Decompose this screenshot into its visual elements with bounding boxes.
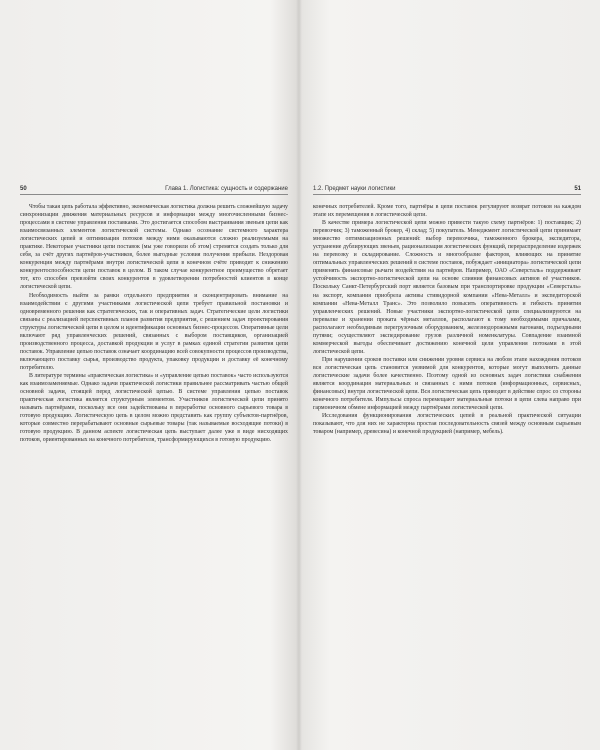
- paragraph: Необходимость выйти за рамки отдельного предприятия и сконцентрировать внимание на взаимодействии с другими участниками логистической цепи требует правильной постановки и одновременного решения как стратегических, так и оперативных задач. Стратегические цели логистики связаны с реализацией перспективных планов развития предприятия, с решением задач проектирования структуры логистической цепи в целом и идентификации основных бизнес-процессов. Оперативные цели включают ряд управленческих решений, связанных с выбором поставщиков, организацией производственного процесса, доставкой продукции и услуг в рамках единой стратегии развития цепи поставок. Управление цепью поставок означает координацию всей совокупности процессов производства, включающего поставку сырья, производство продукта, упаковку продукции и доставку её конечному потребителю.: [20, 292, 288, 371]
- right-page: [313, 183, 581, 740]
- paragraph: При нарушении сроков поставки или снижении уровня сервиса на любом этапе нахождения потоков вся логистическая цепь становится уязвимой для конкурентов, которые могут выполнить данные логистические задачи более качественно. Поэтому одной из основных задач логистики снабжения является координация материальных и связанных с ними потоков (информационных, сервисных, финансовых) внутри логистической цепи. Вся логистическая цепь приводит в действие спрос со стороны конечного потребителя. Импульсы спроса перемещают материальные потоки в цепи слева направо при гармоничном обмене информацией между партнёрами логистической цепи.: [313, 356, 581, 412]
- left-running-header: [20, 183, 288, 195]
- right-page-body: [313, 203, 581, 436]
- right-running-header: [313, 183, 581, 195]
- right-page-number: 51: [574, 186, 581, 192]
- right-running-head: 1.2. Предмет науки логистики: [313, 186, 396, 192]
- paragraph: Исследования функционирования логистических цепей в реальной практической ситуации показывают, что для них не характерна простая последовательность связей между основным сырьевым товаром (например, древесина) и конечной продукцией (например, мебель).: [313, 413, 581, 436]
- paragraph: В литературе термины «практическая логистика» и «управление цепью поставок» часто используются как взаимозаменяемые. Однако задачи практической логистики правильнее рассматривать частью общей основной задачи, стоящей перед логистической цепью. В системе управления цепью поставок практическая логистика является структурным элементом. Участников логистической цепи принято называть партнёрами, поскольку все они задействованы в переработке основного сырьевого товара в готовую продукцию. Логистическую цепь в целом можно представить как группу субъектов-партнёров, которые совместно перерабатывают основные сырьевые товары (так называемые восходящие потоки) в готовую продукцию. В данном аспекте логистическая цепь выступает далее уже в виде нисходящих потоков, ориентированных на конечного потребителя, трансформирующихся в готовую продукцию.: [20, 372, 288, 444]
- left-page-number: 50: [20, 186, 27, 192]
- paragraph: Чтобы такая цепь работала эффективно, экономическая логистика должна решить сложнейшую задачу синхронизации движения материальных ресурсов и информации между многочисленными бизнес-процессами в системе управления поставками. Это достигается способом выстраивания звеньев цепи как взаимосвязанных элементов логистической системы. Однако осознание системного характера логистических цепей и оптимизация потоков между ними оказываются сложно реализуемыми на практике. Некоторые участники цепи поставок (мы уже говорили об этом) стремятся создать только для себя, за счёт других партнёров-участников, более выгодные условия получения прибыли. Нездоровая конкуренция между партнёрами внутри логистической цепи в конечном счёте приводит к снижению конкурентоспособности цепи поставок в целом. В таком случае конкурентное преимущество обретает тот, кто способен превзойти своих конкурентов в удовлетворении потребностей клиентов в конце логистической цепи.: [20, 204, 288, 291]
- paragraph: конечных потребителей. Кроме того, партнёры в цепи поставок регулируют возврат потоков на каждом этапе их перемещения в логистической цепи.: [313, 204, 581, 219]
- left-page-body: [20, 203, 288, 444]
- left-page: [20, 183, 288, 740]
- left-running-head: Глава 1. Логистика: сущность и содержание: [165, 186, 288, 192]
- paragraph: В качестве примера логистической цепи можно привести такую схему партнёров: 1) поставщик; 2) перевозчик; 3) таможенный брокер, 4) склад; 5) покупатель. Менеджмент логистической цепи принимает множество оптимизационных решений: выбор перевозчика, таможенного брокера, экспедитора, устранение дублирующих звеньев, рационализация логистических функций, перераспределение издержек на перевозку и складирование. Сложность и многообразие факторов, влияющих на принятие оптимальных управленческих решений в системе поставок, побуждает «инициатора» логистической цепи применять финансовые рычаги воздействия на партнёров. Например, ОАО «Северсталь» поддерживает устойчивость экспортно-логистической цепи на основе слияния финансовых активов её участников. Поскольку Санкт-Петербургский порт является базовым при транспортировке продукции «Северсталь» на экспорт, компания приобрела активы стивидорной компании «Нева-Металл» и экспедиторской компании «Нева-Металл Транс». Это позволило повысить оперативность и гибкость принятия управленческих решений. Новые участники экспортно-логистической цепи специализируются на перевалке и хранении проката чёрных металлов, располагают к тому необходимыми причалами, располагают необходимым перегрузочным оборудованием, железнодорожными вагонами, подъездными путями; осуществляют экспедирование грузов различной номенклатуры. Совпадение взаимной коммерческой выгоды обеспечивает достижению конечной цели управления потоками в этой логистической цепи.: [313, 220, 581, 355]
- book-gutter: [296, 0, 302, 750]
